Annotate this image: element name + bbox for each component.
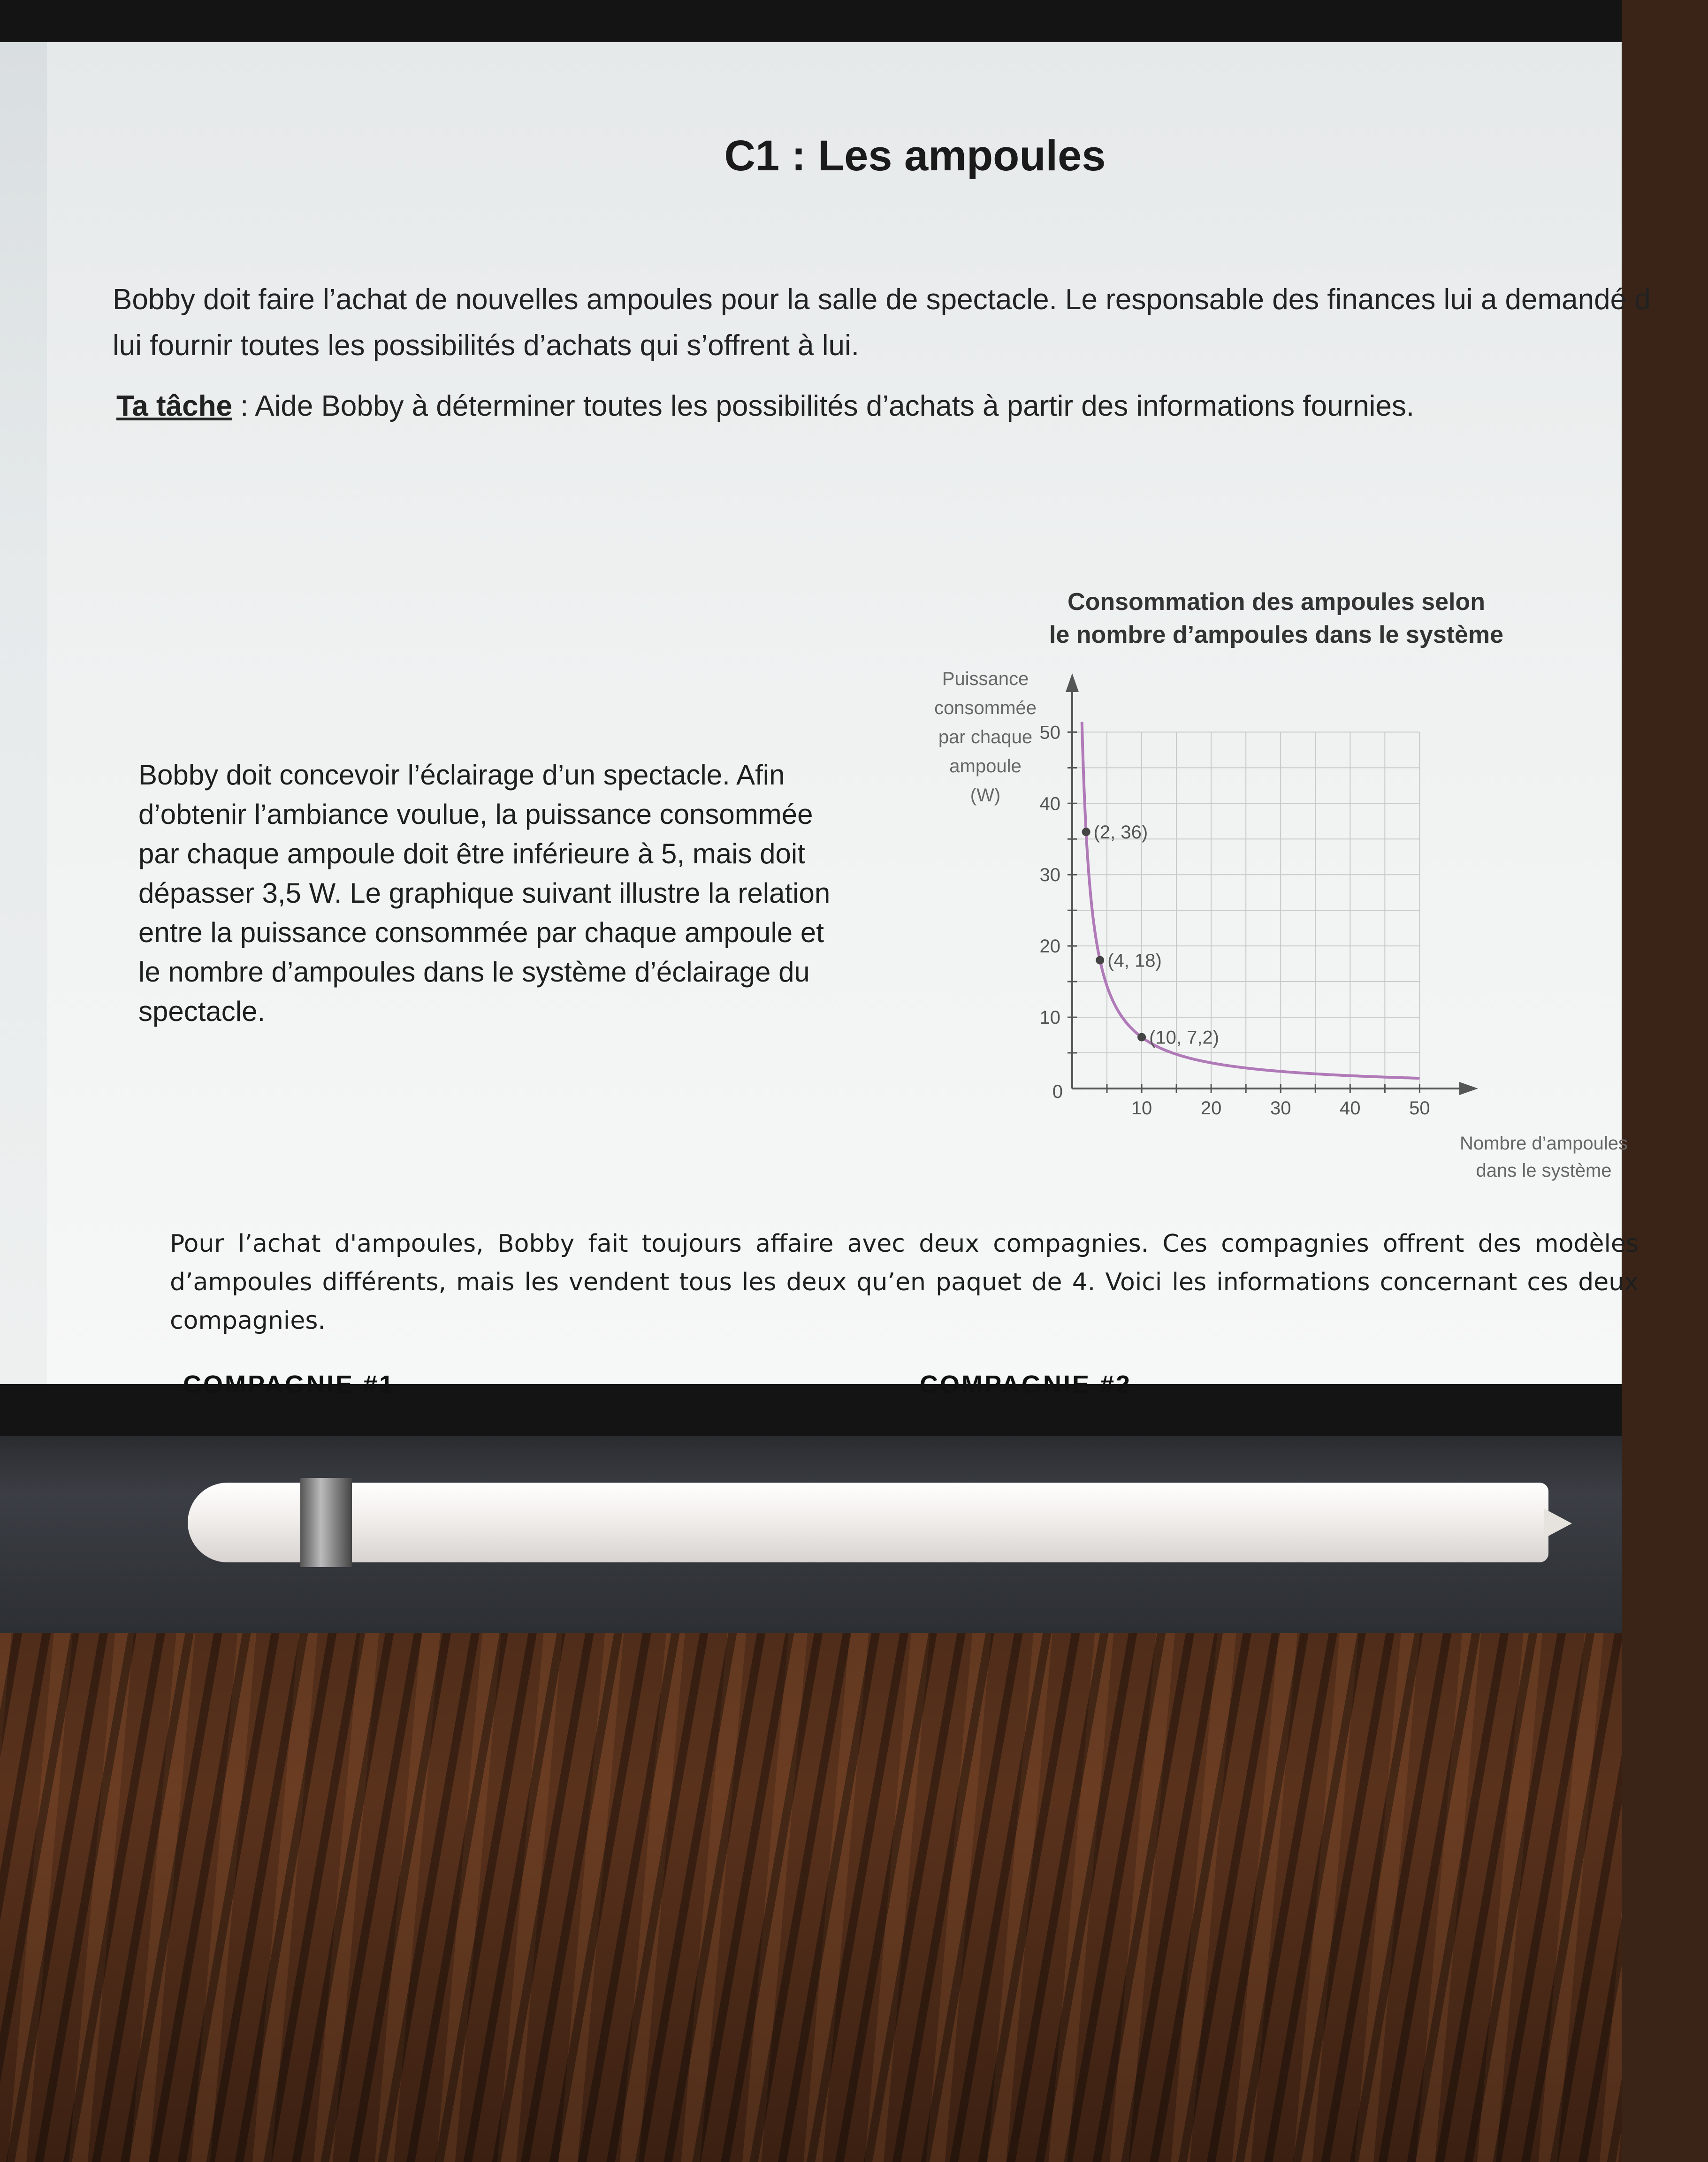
desk-surface: [0, 1548, 1622, 2162]
y-axis-arrow: [1066, 673, 1079, 692]
data-point-label: (2, 36): [1093, 822, 1148, 843]
tablet-screen: [0, 42, 1651, 1399]
document-page: [47, 42, 1651, 1399]
data-point: [1096, 956, 1104, 965]
y-axis-label-line: par chaque: [938, 727, 1033, 747]
y-tick-label: 40: [1039, 793, 1060, 815]
x-tick-label: 50: [1409, 1098, 1430, 1119]
task-label: Ta tâche: [116, 390, 232, 422]
y-axis-label-line: consommée: [934, 698, 1037, 718]
x-tick-label: 30: [1270, 1098, 1291, 1119]
description-paragraph: Bobby doit concevoir l’éclairage d’un spectacle. Afin d’obtenir l’ambiance voulue, la puissance consommée par chaque ampoule doit être inférieure à 5, mais doit dépasser 3,5 W. Le graphique suivant illustre la relation entre la puissance consommée par chaque ampoule et le nombre d’ampoules dans le système d’éclairage du spectacle.: [138, 759, 831, 1027]
chart-title-line-1: Consommation des ampoules selon: [1068, 588, 1485, 616]
data-point: [1082, 828, 1090, 836]
x-axis-arrow: [1459, 1082, 1478, 1095]
company-1-heading: COMPAGNIE #1: [183, 1370, 396, 1399]
intro-paragraph: Bobby doit faire l’achat de nouvelles ampoules pour la salle de spectacle. Le responsable des finances lui a demandé d lui fournir toutes les possibilités d’achats qui s’offrent à lui.: [113, 283, 1651, 362]
stylus-tip: [1544, 1508, 1572, 1538]
y-axis-label-line: (W): [970, 785, 1001, 806]
origin-label: 0: [1052, 1081, 1063, 1102]
y-tick-label: 50: [1039, 722, 1060, 743]
data-point-label: (4, 18): [1107, 950, 1162, 971]
chart-points: [1082, 822, 1219, 1048]
chart-axes: [1040, 673, 1479, 1119]
power-consumption-chart: [873, 568, 1642, 1206]
x-tick-label: 20: [1200, 1098, 1222, 1119]
x-axis-label: [1460, 1133, 1628, 1181]
purchase-paragraph: Pour l’achat d'ampoules, Bobby fait toujours affaire avec deux compagnies. Ces compagnies offrent des modèles d’ampoules différents, mais les vendent tous les deux qu’en paquet de 4. Voici les informations concernant ces deux compagnies.: [170, 1230, 1639, 1335]
company-2-heading: COMPAGNIE #2: [920, 1370, 1132, 1399]
chart-curve-group: [1082, 722, 1420, 1078]
y-tick-label: 30: [1039, 865, 1060, 886]
chart-grid: [1072, 732, 1419, 1089]
y-axis-label-line: ampoule: [949, 756, 1022, 776]
task-text: : Aide Bobby à déterminer toutes les possibilités d’achats à partir des informations fournies.: [232, 390, 1415, 422]
y-axis-label: [934, 669, 1037, 806]
x-tick-label: 40: [1340, 1098, 1361, 1119]
data-point: [1137, 1033, 1146, 1042]
series-curve: [1082, 722, 1420, 1078]
x-axis-label-line: dans le système: [1476, 1160, 1612, 1181]
x-axis-label-line: Nombre d’ampoules: [1460, 1133, 1628, 1154]
page-title: C1 : Les ampoules: [724, 132, 1106, 180]
task-paragraph: [116, 389, 1665, 423]
y-axis-label-line: Puissance: [942, 669, 1029, 689]
y-tick-label: 10: [1039, 1007, 1060, 1028]
chart-title-line-2: le nombre d’ampoules dans le système: [1049, 621, 1504, 648]
stylus-band: [300, 1478, 352, 1567]
x-tick-label: 10: [1131, 1098, 1152, 1119]
y-tick-label: 20: [1039, 936, 1060, 957]
data-point-label: (10, 7,2): [1149, 1027, 1220, 1048]
stylus-pencil: [188, 1483, 1548, 1562]
